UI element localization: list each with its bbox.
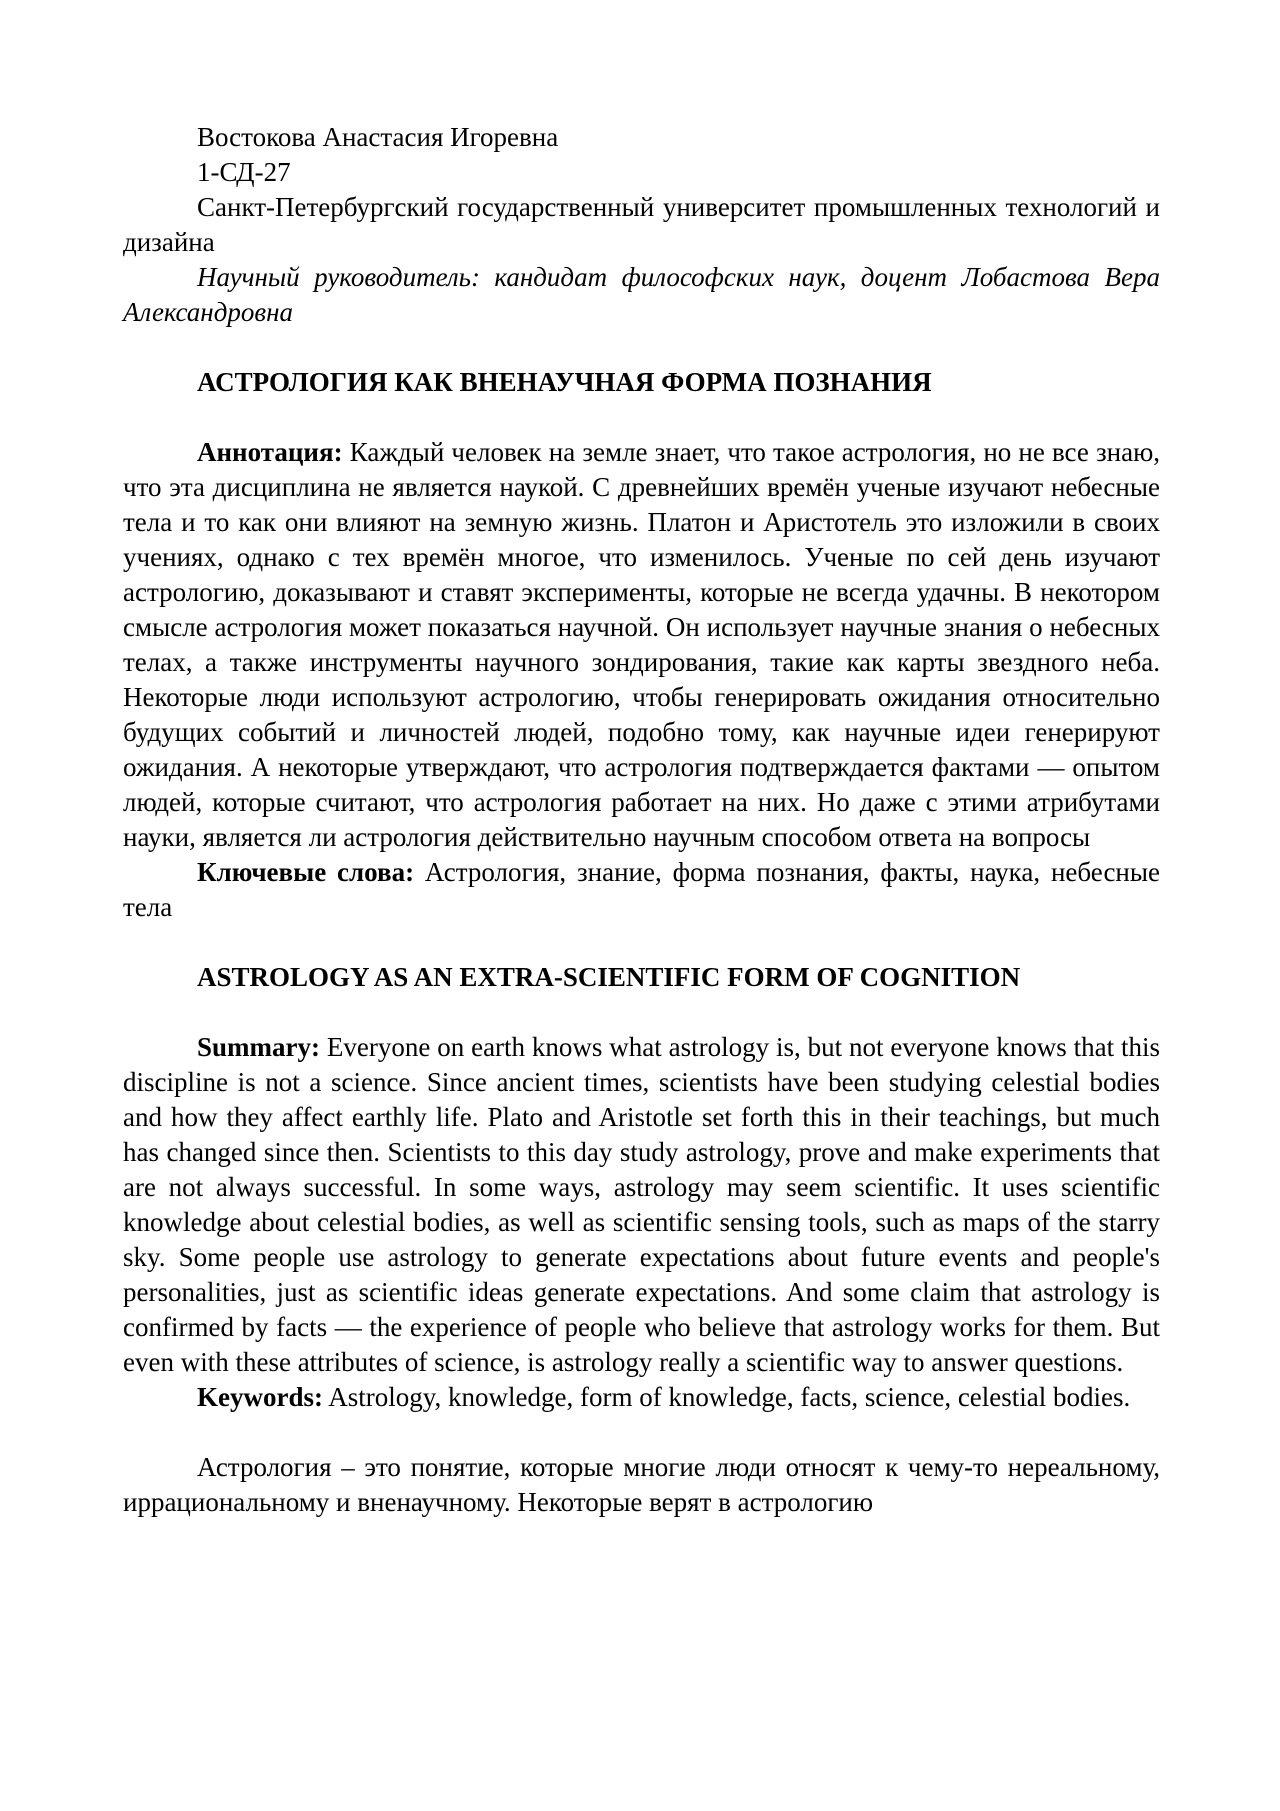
summary-label-en: Summary: — [197, 1032, 320, 1062]
author-name: Востокова Анастасия Игоревна — [197, 122, 559, 152]
keywords-text-ru: Астрология, знание, форма познания, факты, наука, небесные тела — [123, 857, 1160, 922]
keywords-en — [123, 1380, 1160, 1415]
summary-en — [123, 1030, 1160, 1380]
title-en: ASTROLOGY AS AN EXTRA-SCIENTIFIC FORM OF COGNITION — [197, 962, 1021, 992]
abstract-label-ru: Аннотация: — [197, 437, 343, 467]
abstract-ru — [123, 435, 1160, 855]
keywords-label-en: Keywords: — [197, 1382, 323, 1412]
keywords-ru — [123, 855, 1160, 925]
keywords-label-ru: Ключевые слова: — [197, 857, 415, 887]
author-university: Санкт-Петербургский государственный университет промышленных технологий и дизайна — [123, 192, 1160, 257]
body-intro: Астрология – это понятие, которые многие люди относят к чему-то нереальному, иррациональному и вненаучному. Некоторые верят в астрологию — [123, 1452, 1160, 1517]
document-content — [123, 120, 1160, 1520]
abstract-text-ru: Каждый человек на земле знает, что такое астрология, но не все знаю, что эта дисциплина не является наукой. С древнейших времён ученые изучают небесные тела и то как они влияют на земную жизнь. Платон и Аристотель это изложили в своих учениях, однако с тех времён многое, что изменилось. Ученые по сей день изучают астрологию, доказывают и ставят эксперименты, которые не всегда удачны. В некотором смысле астрология может показаться научной. Он использует научные знания о небесных телах, а также инструменты научного зондирования, такие как карты звездного неба. Некоторые люди используют астрологию, чтобы генерировать ожидания относительно будущих событий и личностей людей, подобно тому, как научные идеи генерируют ожидания. А некоторые утверждают, что астрология подтверждается фактами — опытом людей, которые считают, что астрология работает на них. Но даже с этими атрибутами науки, является ли астрология действительно научным способом ответа на вопросы — [123, 437, 1160, 852]
summary-text-en: Everyone on earth knows what astrology is, but not everyone knows that this discipline is not a science. Since ancient times, scientists have been studying celestial bodies and how they affect earthly life. Plato and Aristotle set forth this in their teachings, but much has changed since then. Scientists to this day study astrology, prove and make experiments that are not always successful. In some ways, astrology may seem scientific. It uses scientific knowledge about celestial bodies, as well as scientific sensing tools, such as maps of the starry sky. Some people use astrology to generate expectations about future events and people's personalities, just as scientific ideas generate expectations. And some claim that astrology is confirmed by facts — the experience of people who believe that astrology works for them. But even with these attributes of science, is astrology really a scientific way to answer questions. — [123, 1032, 1160, 1377]
supervisor: Научный руководитель: кандидат философских наук, доцент Лобастова Вера Александровна — [123, 262, 1160, 327]
keywords-text-en: Astrology, knowledge, form of knowledge, facts, science, celestial bodies. — [322, 1382, 1131, 1412]
author-group: 1-СД-27 — [197, 157, 291, 187]
title-ru: АСТРОЛОГИЯ КАК ВНЕНАУЧНАЯ ФОРМА ПОЗНАНИЯ — [197, 367, 932, 397]
